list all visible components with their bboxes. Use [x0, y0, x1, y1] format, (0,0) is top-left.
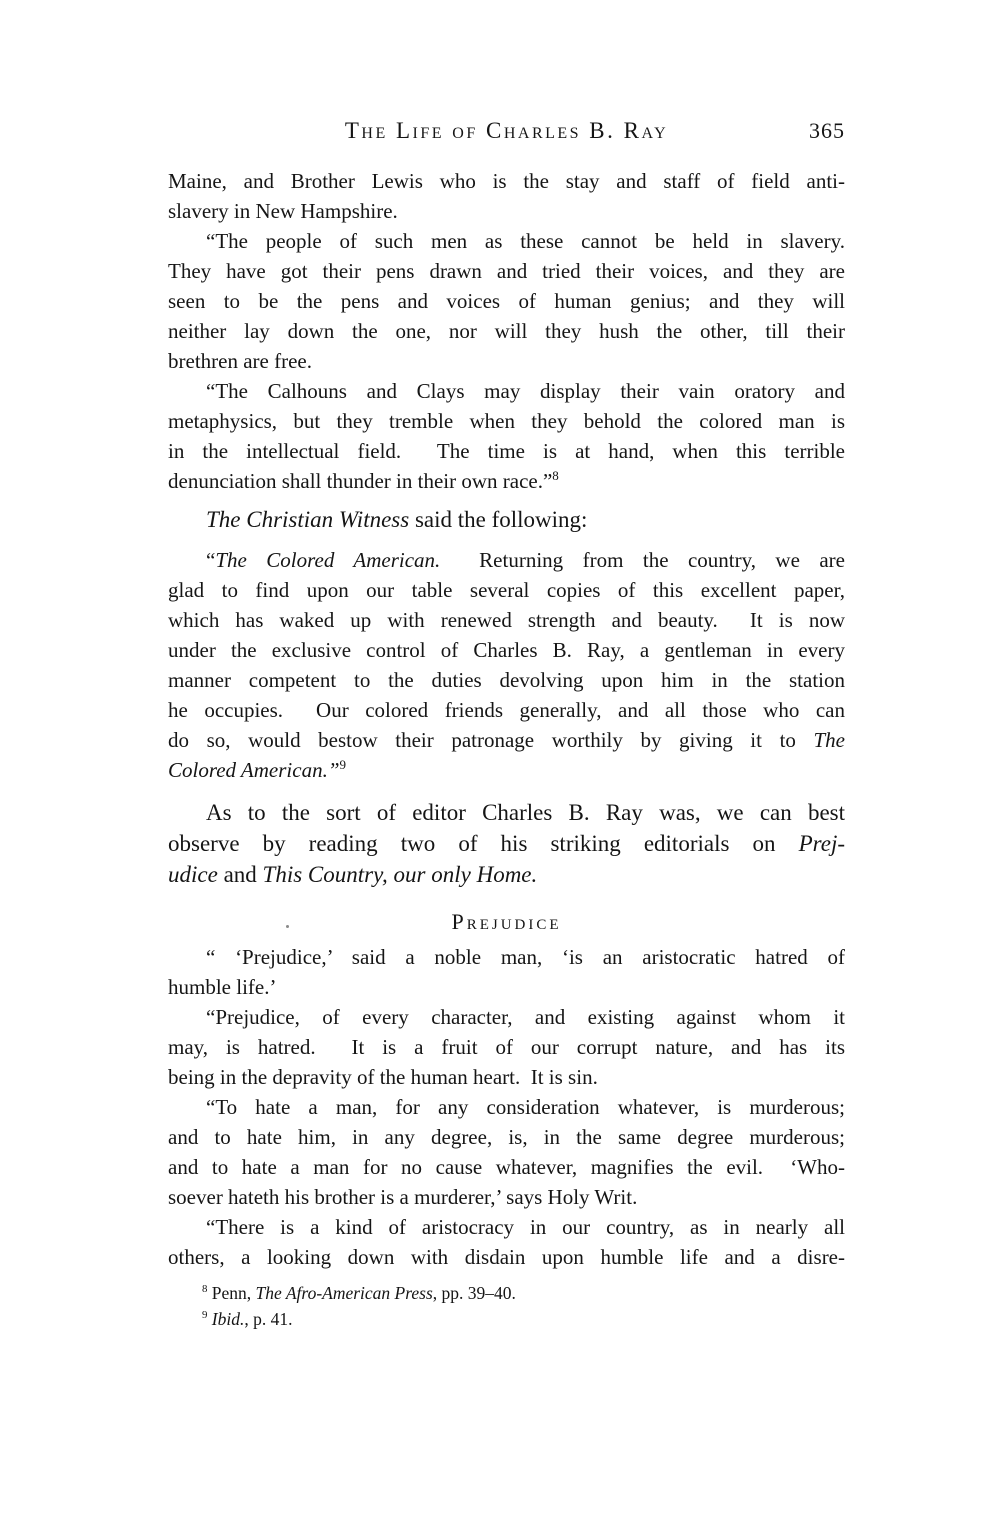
text-segment: glad to find upon our table several copies of this excellent paper, — [168, 578, 845, 602]
text-line — [168, 755, 845, 785]
text-segment: “The Calhouns and Clays may display their vain oratory and — [206, 379, 845, 403]
text-line — [168, 376, 845, 406]
text-segment: being in the depravity of the human heart. It is sin. — [168, 1065, 598, 1089]
text-segment: brethren are free. — [168, 349, 312, 373]
paragraph — [168, 1002, 845, 1092]
running-header — [168, 118, 845, 144]
italic-text-segment: The Christian Witness — [206, 507, 410, 532]
text-line — [168, 436, 845, 466]
text-line — [168, 1032, 845, 1062]
text-line — [168, 1242, 845, 1272]
text-line — [168, 406, 845, 436]
text-block — [168, 118, 845, 1332]
italic-text-segment: This Country, our only Home. — [262, 862, 538, 887]
text-line — [168, 695, 845, 725]
text-segment: Penn, — [207, 1283, 256, 1303]
text-line — [168, 504, 845, 535]
text-segment: Returning from the country, we are — [440, 548, 845, 572]
text-line — [168, 725, 845, 755]
text-line — [168, 665, 845, 695]
footnote — [202, 1280, 845, 1306]
text-line — [168, 942, 845, 972]
text-line — [168, 286, 845, 316]
superscript-footnote-marker: 8 — [202, 1283, 208, 1296]
page-number: 365 — [809, 118, 845, 143]
text-line — [168, 1182, 845, 1212]
text-segment: which has waked up with renewed strength and beauty. It is now — [168, 608, 845, 632]
text-line — [168, 226, 845, 256]
text-line — [168, 166, 845, 196]
text-segment: denunciation shall thunder in their own race.” — [168, 469, 553, 493]
text-segment: As to the sort of editor Charles B. Ray was, we can best — [206, 800, 845, 825]
text-segment: soever hateth his brother is a murderer,’ says Holy Writ. — [168, 1185, 638, 1209]
italic-text-segment: udice — [168, 862, 218, 887]
text-line — [168, 797, 845, 828]
text-line — [168, 972, 845, 1002]
superscript-footnote-marker: 9 — [202, 1309, 208, 1322]
text-segment: humble life.’ — [168, 975, 277, 999]
text-segment: under the exclusive control of Charles B. Ray, a gentleman in every — [168, 638, 845, 662]
paragraph — [168, 226, 845, 376]
footnotes — [168, 1280, 845, 1332]
text-segment: seen to be the pens and voices of human genius; and they will — [168, 289, 845, 313]
paragraph — [168, 545, 845, 785]
text-line — [168, 316, 845, 346]
text-line — [168, 1212, 845, 1242]
text-segment: “There is a kind of aristocracy in our country, as in nearly all — [206, 1215, 845, 1239]
text-segment: slavery in New Hampshire. — [168, 199, 398, 223]
paragraph — [168, 942, 845, 1002]
superscript-footnote-marker: 9 — [339, 757, 347, 772]
text-line — [168, 575, 845, 605]
page-title: The Life of Charles B. Ray — [344, 118, 669, 143]
text-segment: “To hate a man, for any consideration whatever, is murderous; — [206, 1095, 845, 1119]
text-segment: in the intellectual field. The time is at hand, when this terrible — [168, 439, 845, 463]
text-segment: observe by reading two of his striking editorials on — [168, 831, 799, 856]
text-segment: he occupies. Our colored friends generally, and all those who can — [168, 698, 845, 722]
text-segment: , p. 41. — [244, 1309, 293, 1329]
text-line — [168, 1002, 845, 1032]
italic-text-segment: Prej- — [798, 831, 845, 856]
text-line — [168, 859, 845, 890]
text-line — [168, 1122, 845, 1152]
paragraph — [168, 1212, 845, 1272]
text-segment: manner competent to the duties devolving upon him in the station — [168, 668, 845, 692]
italic-text-segment: Colored American.” — [168, 758, 340, 782]
text-segment: may, is hatred. It is a fruit of our corrupt nature, and has its — [168, 1035, 845, 1059]
text-line — [168, 605, 845, 635]
text-line — [168, 635, 845, 665]
text-segment: metaphysics, but they tremble when they behold the colored man is — [168, 409, 845, 433]
text-line — [168, 545, 845, 575]
italic-text-segment: The Colored American. — [215, 548, 441, 572]
text-line — [168, 828, 845, 859]
paragraph — [168, 1092, 845, 1212]
text-segment: others, a looking down with disdain upon humble life and a disre- — [168, 1245, 845, 1269]
text-segment: “The people of such men as these cannot be held in slavery. — [206, 229, 845, 253]
superscript-footnote-marker: 8 — [552, 468, 559, 483]
scan-artifact-dot — [286, 925, 289, 928]
text-line — [168, 346, 845, 376]
paragraph — [168, 376, 845, 496]
italic-text-segment: The — [813, 728, 845, 752]
text-line — [168, 466, 845, 496]
text-segment: They have got their pens drawn and tried their voices, and they are — [168, 259, 845, 283]
paragraph — [168, 504, 845, 535]
text-segment: “Prejudice, of every character, and existing against whom it — [206, 1005, 845, 1029]
text-line — [168, 1062, 845, 1092]
footnote — [202, 1306, 845, 1332]
text-segment: and to hate a man for no cause whatever, magnifies the evil. ‘Who- — [168, 1155, 845, 1179]
text-line — [168, 1092, 845, 1122]
text-segment: “ ‘Prejudice,’ said a noble man, ‘is an aristocratic hatred of — [206, 945, 845, 969]
text-segment: and to hate him, in any degree, is, in the same degree murderous; — [168, 1125, 845, 1149]
text-segment: , pp. 39–40. — [432, 1283, 516, 1303]
text-segment: said the following: — [409, 507, 588, 532]
text-segment: do so, would bestow their patronage worthily by giving it to — [168, 728, 814, 752]
italic-text-segment: Ibid. — [211, 1309, 245, 1329]
page-body — [168, 166, 845, 1272]
text-segment: neither lay down the one, nor will they hush the other, till their — [168, 319, 845, 343]
text-segment: “ — [206, 548, 216, 572]
text-segment: Maine, and Brother Lewis who is the stay and staff of field anti- — [168, 169, 845, 193]
italic-text-segment: The Afro-American Press — [255, 1283, 433, 1303]
text-line — [168, 196, 845, 226]
text-segment: and — [217, 862, 263, 887]
text-line — [168, 256, 845, 286]
text-line — [168, 1152, 845, 1182]
section-heading: Prejudice — [451, 909, 562, 934]
paragraph — [168, 166, 845, 226]
paragraph — [168, 797, 845, 890]
